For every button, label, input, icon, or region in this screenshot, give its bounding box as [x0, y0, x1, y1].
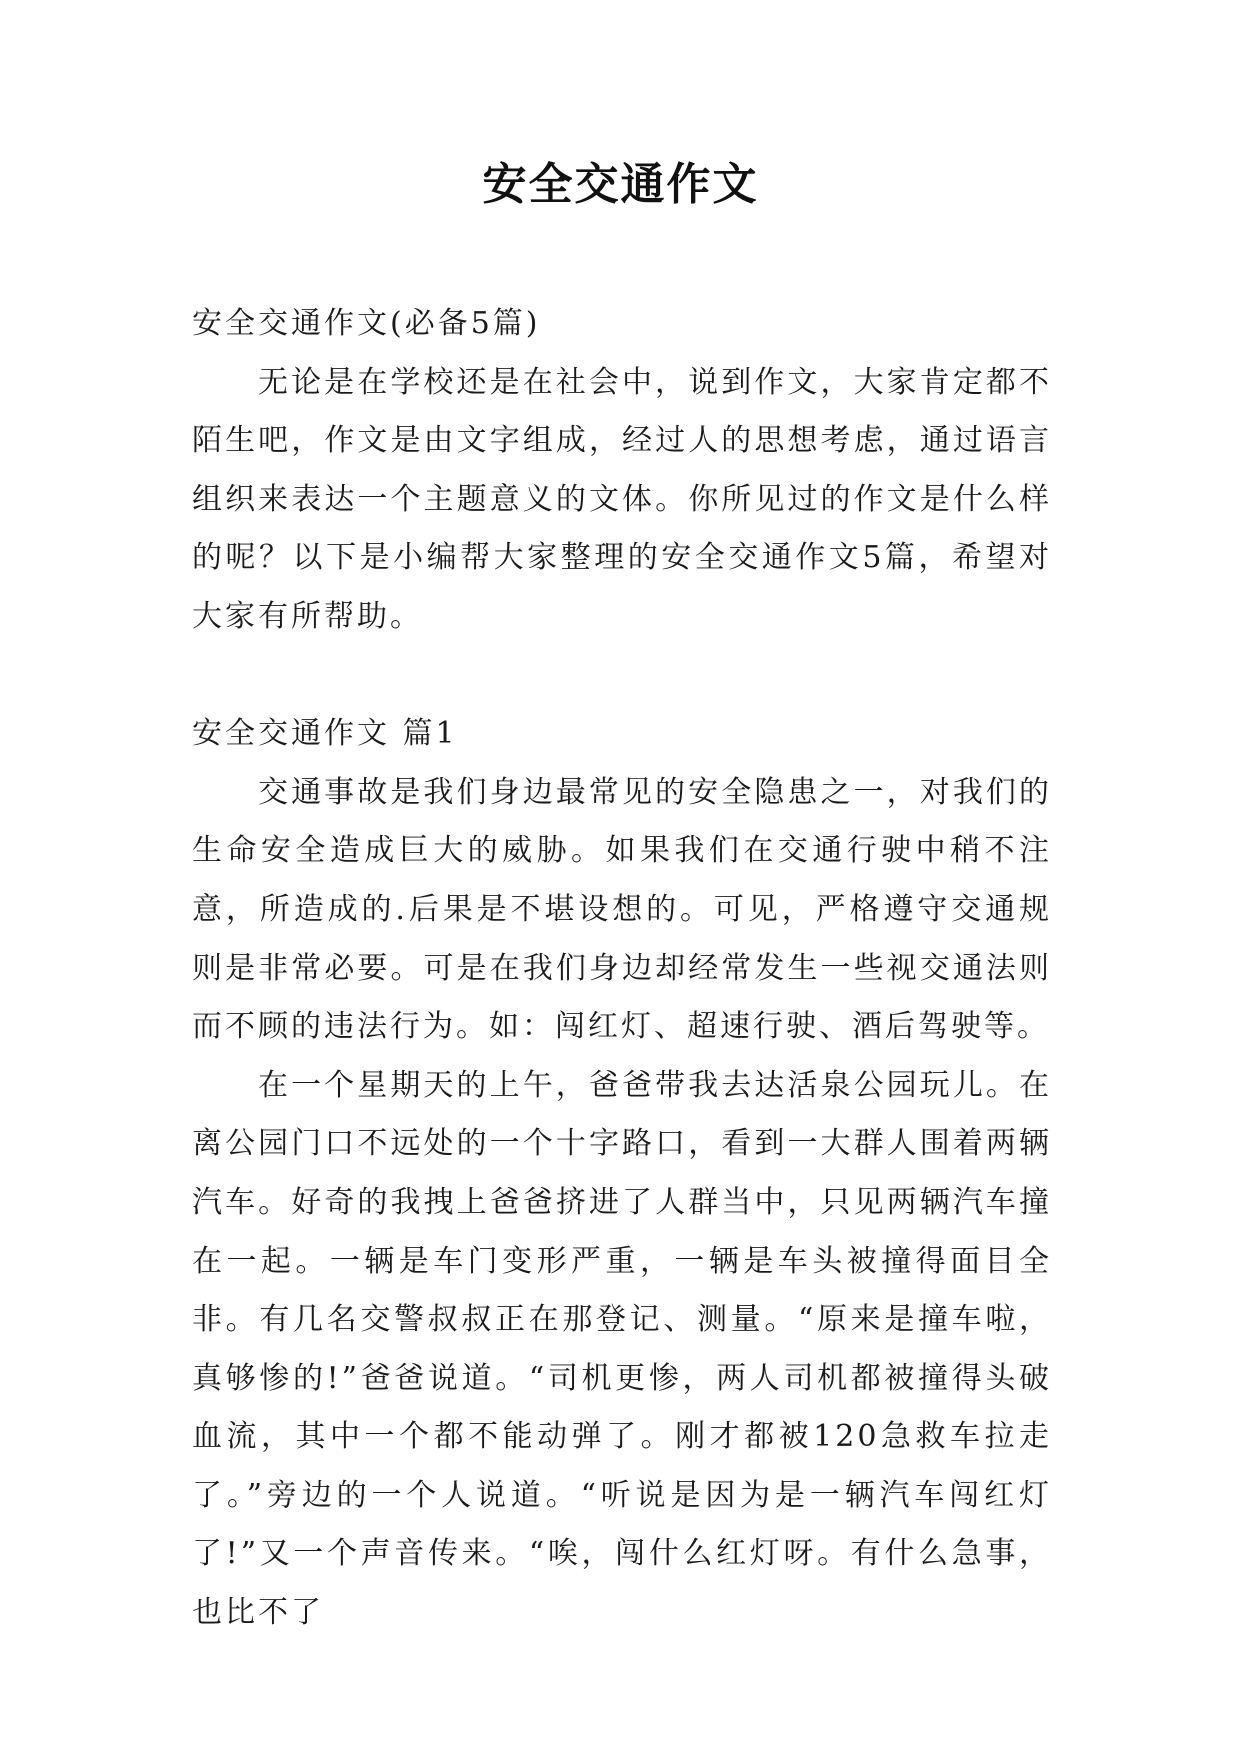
- document-title: 安全交通作文: [482, 159, 759, 210]
- intro-paragraph: 无论是在学校还是在社会中，说到作文，大家肯定都不陌生吧，作文是由文字组成，经过人的思想考虑，通过语言组织来表达一个主题意义的文体。你所见过的作文是什么样的呢？以下是小编帮大家整理的安全交通作文5篇，希望对大家有所帮助。: [192, 364, 1052, 634]
- body-paragraph: 在一个星期天的上午，爸爸带我去达活泉公园玩儿。在离公园门口不远处的一个十字路口，看到一大群人围着两辆汽车。好奇的我拽上爸爸挤进了人群当中，只见两辆汽车撞在一起。一辆是车门变形严重，一辆是车头被撞得面目全非。有几名交警叔叔正在那登记、测量。“原来是撞车啦，真够惨的!”爸爸说道。“司机更惨，两人司机都被撞得头破血流，其中一个都不能动弹了。刚才都被120急救车拉走了。”旁边的一个人说道。“听说是因为是一辆汽车闯红灯了!”又一个声音传来。“唉，闯什么红灯呀。有什么急事，也比不了: [192, 1067, 1052, 1631]
- body-paragraph: 交通事故是我们身边最常见的安全隐患之一，对我们的生命安全造成巨大的威胁。如果我们在交通行驶中稍不注意，所造成的.后果是不堪设想的。可见，严格遵守交通规则是非常必要。可是在我们身边却经常发生一些视交通法则而不顾的违法行为。如：闯红灯、超速行驶、酒后驾驶等。: [192, 774, 1052, 1045]
- section-spacer: [192, 647, 1052, 706]
- document-subtitle: 安全交通作文(必备5篇): [192, 306, 541, 341]
- document-body: [192, 295, 1052, 1643]
- section-heading: 安全交通作文 篇1: [192, 716, 458, 752]
